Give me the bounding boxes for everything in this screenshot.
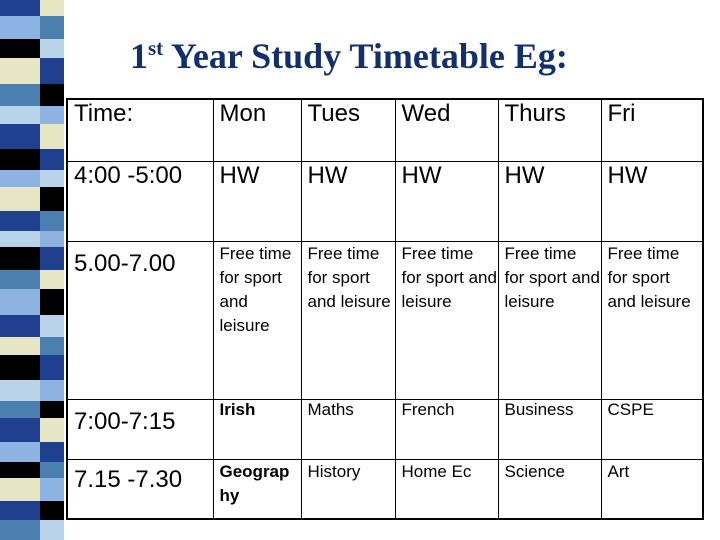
table-row xyxy=(67,459,703,519)
header-cell-tues: Tues xyxy=(301,99,395,161)
time-cell: 7:00-7:15 xyxy=(67,399,213,459)
header-cell-fri: Fri xyxy=(601,99,703,161)
table-cell: HW xyxy=(301,161,395,241)
table-cell: Free time for sport and leisure xyxy=(498,241,601,399)
table-row xyxy=(67,241,703,399)
table-cell: Irish xyxy=(213,399,301,459)
table-row xyxy=(67,399,703,459)
time-cell: 7.15 -7.30 xyxy=(67,459,213,519)
table-cell: French xyxy=(395,399,498,459)
table-cell: Science xyxy=(498,459,601,519)
table-cell: Maths xyxy=(301,399,395,459)
table-cell: Free time for sport and leisure xyxy=(601,241,703,399)
table-cell: HW xyxy=(601,161,703,241)
time-cell: 5.00-7.00 xyxy=(67,241,213,399)
table-cell: CSPE xyxy=(601,399,703,459)
table-cell: HW xyxy=(213,161,301,241)
timetable xyxy=(66,98,704,520)
slide-title: 1st Year Study Timetable Eg: xyxy=(130,36,568,76)
table-cell: Business xyxy=(498,399,601,459)
time-cell: 4:00 -5:00 xyxy=(67,161,213,241)
table-cell: History xyxy=(301,459,395,519)
table-cell: Home Ec xyxy=(395,459,498,519)
decorative-stripe xyxy=(0,0,64,540)
table-cell: Free time for sport and leisure xyxy=(395,241,498,399)
header-row xyxy=(67,99,703,161)
table-cell: Free time for sport and leisure xyxy=(213,241,301,399)
table-row xyxy=(67,161,703,241)
table-cell: Free time for sport and leisure xyxy=(301,241,395,399)
table-cell: HW xyxy=(498,161,601,241)
header-cell-time: Time: xyxy=(67,99,213,161)
table-cell: Geography xyxy=(213,459,301,519)
header-cell-thurs: Thurs xyxy=(498,99,601,161)
table-cell: HW xyxy=(395,161,498,241)
header-cell-mon: Mon xyxy=(213,99,301,161)
header-cell-wed: Wed xyxy=(395,99,498,161)
table-cell: Art xyxy=(601,459,703,519)
